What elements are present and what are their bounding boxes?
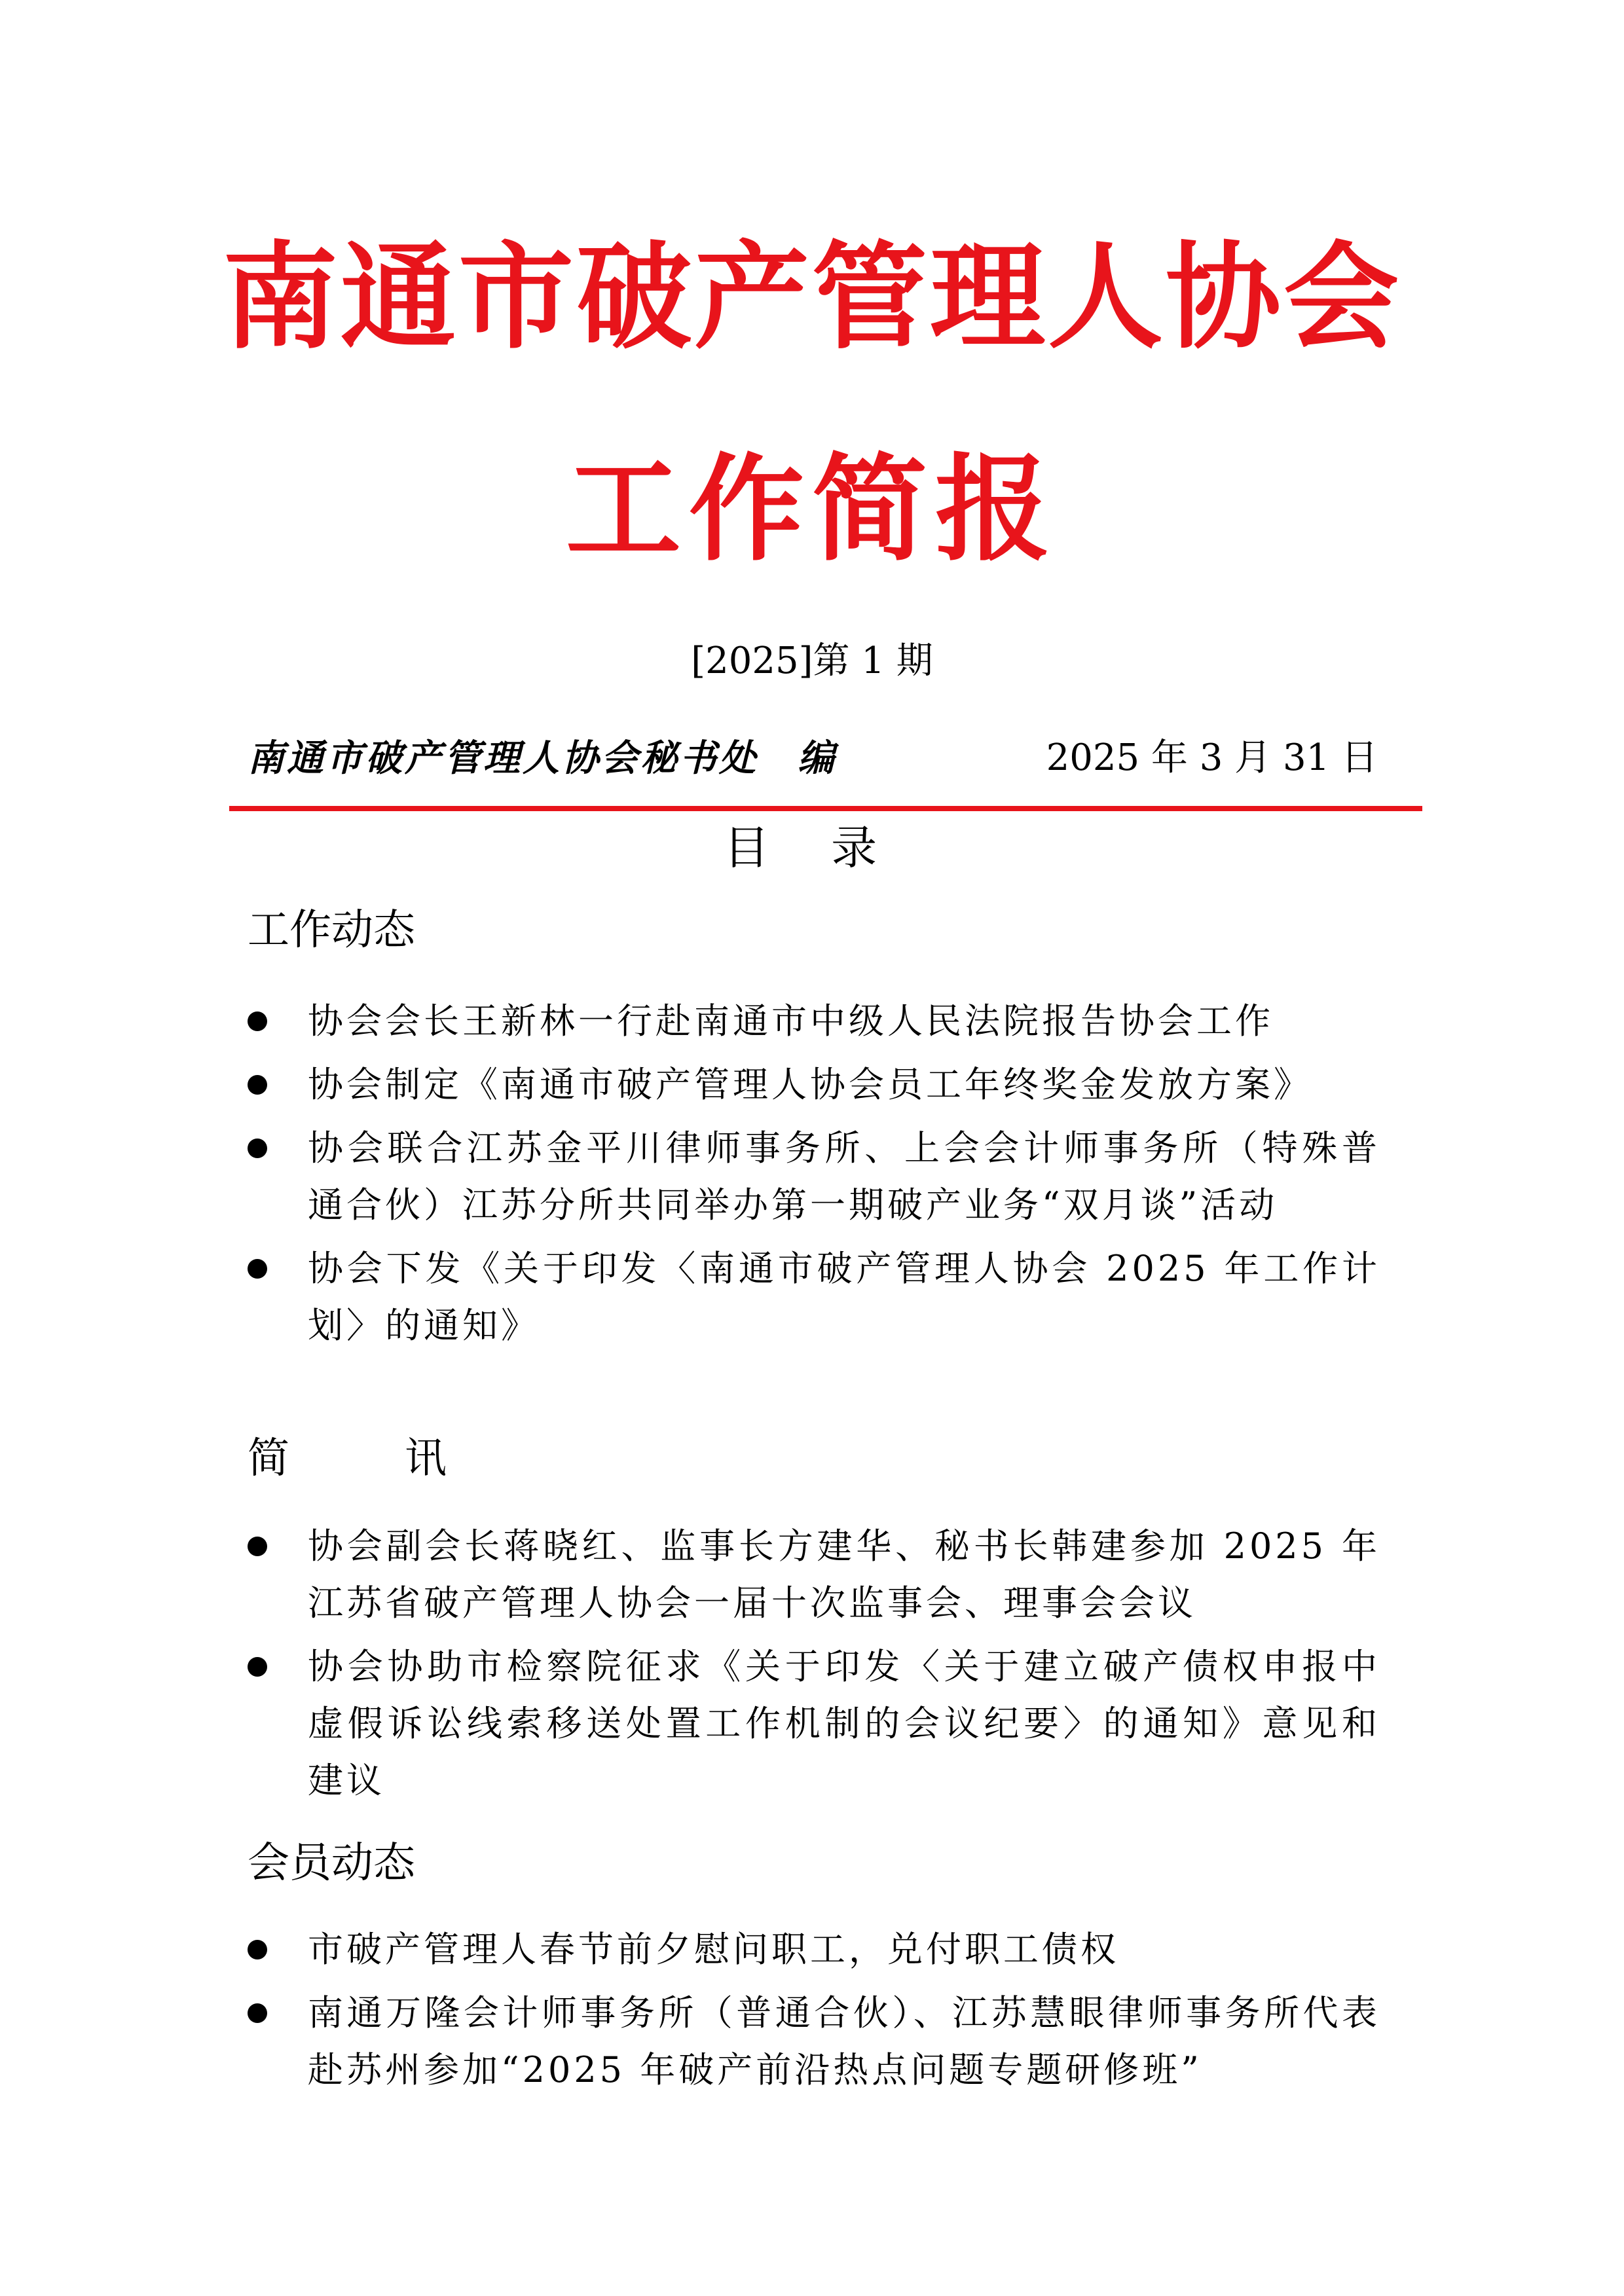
bullet-icon [248, 1011, 267, 1031]
list-item [248, 1120, 1380, 1233]
bullet-icon [248, 2003, 267, 2023]
list-item-text: 协会下发《关于印发〈南通市破产管理人协会 2025 年工作计划〉的通知》 [308, 1248, 1380, 1346]
list-item-text: 市破产管理人春节前夕慰问职工，兑付职工债权 [308, 1929, 1119, 1970]
list-item [248, 1240, 1380, 1354]
issue-number: [2025]第 1 期 [691, 640, 933, 682]
list-item [248, 1984, 1380, 2098]
list-item [248, 1638, 1380, 1809]
section-list-briefs [248, 1518, 1380, 1815]
list-item-text: 协会联合江苏金平川律师事务所、上会会计师事务所（特殊普通合伙）江苏分所共同举办第一期破产业务“双月谈”活动 [308, 1127, 1380, 1226]
list-item [248, 1518, 1380, 1631]
bullet-icon [248, 1537, 267, 1556]
toc-title: 目 录 [723, 821, 901, 875]
red-divider-rule [229, 806, 1422, 811]
bullet-icon [248, 1139, 267, 1158]
list-item [248, 1056, 1380, 1113]
section-list-member-news [248, 1921, 1380, 2105]
list-item-text: 协会制定《南通市破产管理人协会员工年终奖金发放方案》 [308, 1064, 1312, 1105]
masthead-title-line1: 南通市破产管理人协会 [222, 229, 1401, 365]
masthead-title-line2: 工作简报 [565, 441, 1058, 577]
section-heading-work-news: 工作动态 [248, 906, 415, 955]
publish-date: 2025 年 3 月 31 日 [1046, 737, 1378, 779]
bullet-icon [248, 1259, 267, 1279]
list-item [248, 1921, 1380, 1978]
bullet-icon [248, 1075, 267, 1095]
editor-credit: 南通市破产管理人协会秘书处 编 [248, 737, 837, 780]
section-heading-member-news: 会员动态 [248, 1839, 415, 1887]
section-list-work-news [248, 993, 1380, 1360]
bullet-icon [248, 1657, 267, 1677]
list-item-text: 协会副会长蒋晓红、监事长方建华、秘书长韩建参加 2025 年江苏省破产管理人协会一届十次监事会、理事会会议 [308, 1525, 1380, 1624]
list-item-text: 南通万隆会计师事务所（普通合伙）、江苏慧眼律师事务所代表赴苏州参加“2025 年破产前沿热点问题专题研修班” [308, 1992, 1380, 2090]
list-item-text: 协会协助市检察院征求《关于印发〈关于建立破产债权申报中虚假诉讼线索移送处置工作机制的会议纪要〉的通知》意见和建议 [308, 1646, 1380, 1801]
bullet-icon [248, 1940, 267, 1959]
list-item-text: 协会会长王新林一行赴南通市中级人民法院报告协会工作 [308, 1000, 1274, 1042]
section-heading-briefs: 简 讯 [248, 1434, 483, 1483]
list-item [248, 993, 1380, 1049]
